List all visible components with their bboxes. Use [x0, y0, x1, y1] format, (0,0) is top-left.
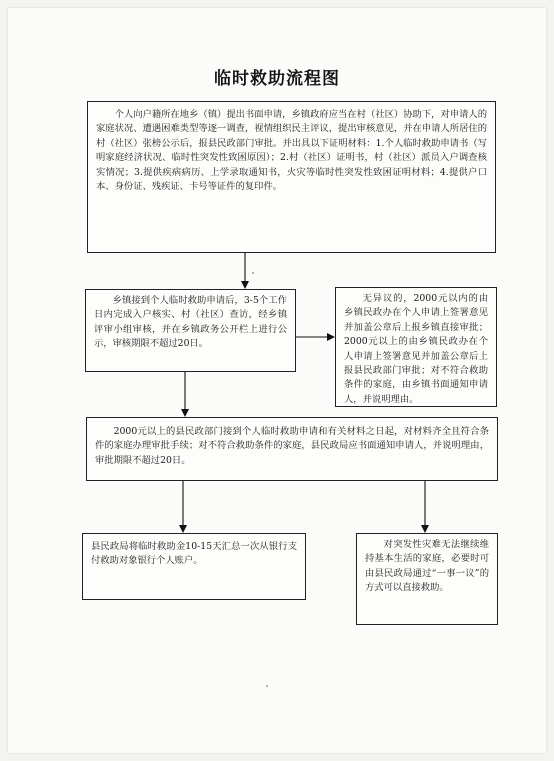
- emergency-rescue-box: 对突发性灾难无法继续维持基本生活的家庭，必要时可由县民政局通过“一事一议”的方式可以直接救助。: [356, 533, 498, 625]
- scan-speck: [266, 685, 268, 687]
- county-approval-step-box: 2000元以上的县民政部门接到个人临时救助申请和有关材料之日起，对材料齐全且符合条件的家庭办理审批手续；对不符合救助条件的家庭，县民政局应书面通知申请人，并说明理由，审批期限不超过20日。: [86, 417, 498, 481]
- scan-speck: [252, 272, 254, 274]
- page-title: 临时救助流程图: [214, 69, 340, 89]
- payment-step-box: 县民政局将临时救助金10-15天汇总一次从银行支付救助对象银行个人账户。: [82, 533, 306, 600]
- township-approval-step-box: 无异议的，2000元以内的由乡镇民政办在个人申请上签署意见并加盖公章后上报乡镇直接审批；2000元以上的由乡镇民政办在个人申请上签署意见并加盖公章后上报县民政部门审批；对不符合救助条件的家庭，由乡镇书面通知申请人，并说明理由。: [335, 287, 497, 407]
- application-step-box: 个人向户籍所在地乡（镇）提出书面申请，乡镇政府应当在村（社区）协助下，对申请人的家庭状况、遭遇困难类型等逐一调查，视情组织民主评议，提出审核意见，并在申请人所居住的村（社区）张榜公示后，报县民政部门审批。并出具以下证明材料：1.个人临时救助申请书（写明家庭经济状况、临时性突发性致困原因）；2.村（社区）证明书，村（社区）派员入户调查核实情况；3.提供疾病病历、上学录取通知书，火灾等临时性突发性致困证明材料；4.提供户口本、身份证、残疾证、卡号等证件的复印件。: [87, 101, 496, 253]
- township-review-step-box: 乡镇接到个人临时救助申请后，3-5个工作日内完成入户核实、村（社区）查访，经乡镇评审小组审核，并在乡镇政务公开栏上进行公示，审核期限不超过20日。: [85, 289, 296, 372]
